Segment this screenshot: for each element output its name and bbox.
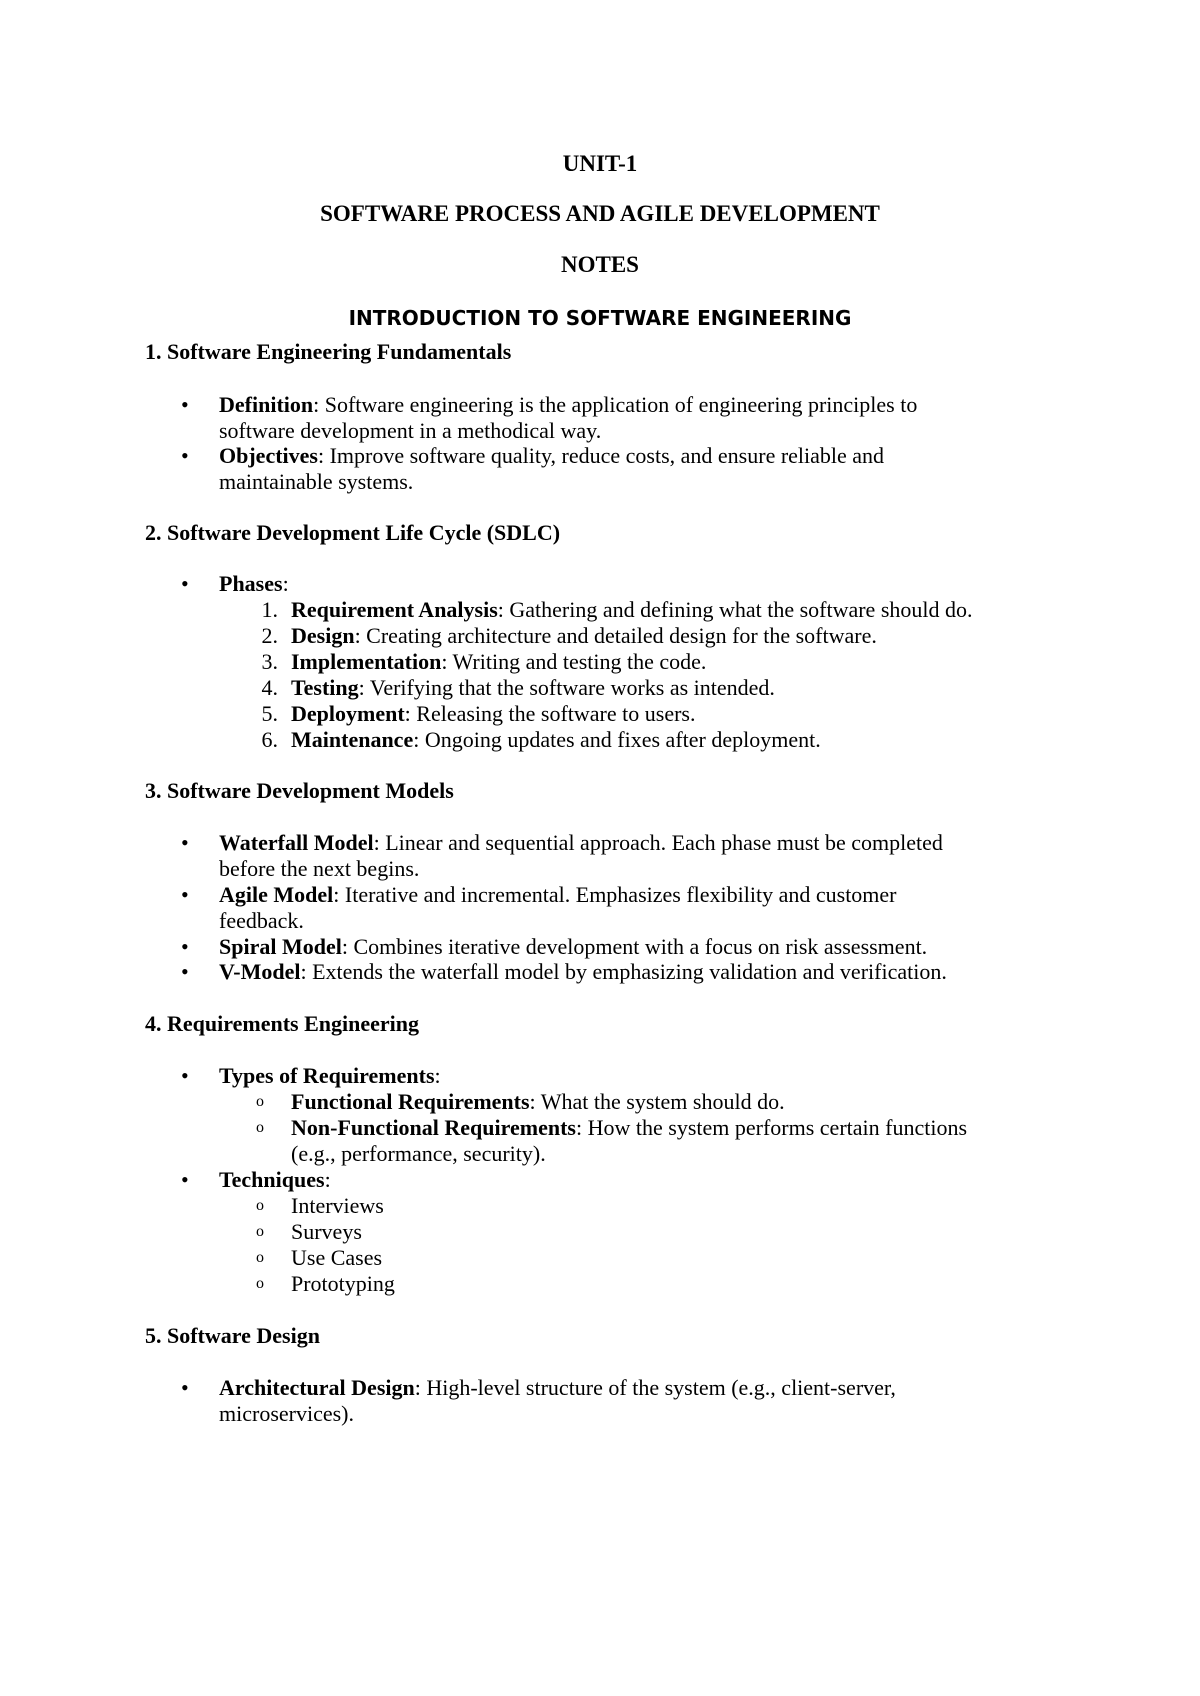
- phase-text: : Ongoing updates and fixes after deployment.: [413, 727, 821, 752]
- phase-term: Design: [291, 623, 355, 648]
- term-agile: Agile Model: [219, 882, 334, 907]
- phase-number: 6.: [261, 727, 278, 752]
- phase-number: 5.: [261, 701, 278, 726]
- phase-number: 2.: [261, 623, 278, 648]
- section-heading-1: 1. Software Engineering Fundamentals: [145, 339, 512, 364]
- notes-title: NOTES: [561, 252, 639, 277]
- item-text: : Extends the waterfall model by emphasizing validation and verification.: [300, 959, 947, 984]
- phase-term: Deployment: [291, 701, 405, 726]
- sub-item-functional: [291, 1088, 785, 1116]
- bullet-icon: •: [181, 1167, 189, 1192]
- phase-item: [291, 674, 775, 702]
- phase-text: : Releasing the software to users.: [404, 701, 696, 726]
- bullet-icon: •: [181, 571, 189, 596]
- item-text: :: [324, 1167, 331, 1192]
- phase-term: Maintenance: [291, 727, 414, 752]
- bullet-icon: •: [181, 959, 189, 984]
- item-text: : High-level structure of the system (e.g., client-server,: [414, 1375, 896, 1400]
- phase-text: : Creating architecture and detailed design for the software.: [354, 623, 877, 648]
- technique-item: Surveys: [291, 1219, 362, 1244]
- phase-term: Implementation: [291, 649, 442, 674]
- item-text: : Improve software quality, reduce costs, and ensure reliable and: [317, 443, 885, 468]
- sub-bullet-icon: o: [256, 1119, 264, 1136]
- item-text: :: [434, 1063, 441, 1088]
- phase-item: [291, 596, 973, 624]
- bullet-icon: •: [181, 443, 189, 468]
- sub-bullet-icon: o: [256, 1197, 264, 1214]
- list-item-waterfall: [219, 829, 943, 857]
- list-item-architectural: [219, 1374, 896, 1402]
- item-continuation: software development in a methodical way.: [219, 418, 602, 443]
- term-waterfall: Waterfall Model: [219, 830, 374, 855]
- term-phases: Phases: [219, 571, 283, 596]
- item-text: : Linear and sequential approach. Each phase must be completed: [373, 830, 943, 855]
- phase-number: 3.: [261, 649, 278, 674]
- technique-item: Use Cases: [291, 1245, 383, 1270]
- item-continuation: feedback.: [219, 908, 304, 933]
- list-item-vmodel: [219, 958, 947, 986]
- technique-item: Prototyping: [291, 1271, 395, 1296]
- term-objectives: Objectives: [219, 443, 318, 468]
- term-architectural: Architectural Design: [219, 1375, 415, 1400]
- phase-item: [291, 622, 877, 650]
- course-title: SOFTWARE PROCESS AND AGILE DEVELOPMENT: [320, 201, 880, 226]
- phase-item: [291, 700, 695, 728]
- sub-bullet-icon: o: [256, 1223, 264, 1240]
- list-item-phases: [219, 570, 289, 598]
- phase-item: [291, 726, 821, 754]
- section-heading-4: 4. Requirements Engineering: [145, 1011, 419, 1036]
- item-text: : Combines iterative development with a focus on risk assessment.: [341, 934, 928, 959]
- item-continuation: maintainable systems.: [219, 469, 414, 494]
- term-definition: Definition: [219, 392, 314, 417]
- sub-item-nonfunctional: [291, 1114, 967, 1142]
- bullet-icon: •: [181, 1375, 189, 1400]
- sub-bullet-icon: o: [256, 1249, 264, 1266]
- item-text: : Software engineering is the application of engineering principles to: [313, 392, 918, 417]
- phase-text: : Gathering and defining what the software should do.: [497, 597, 973, 622]
- list-item-spiral: [219, 933, 927, 961]
- item-continuation: (e.g., performance, security).: [291, 1141, 546, 1166]
- term-vmodel: V-Model: [219, 959, 301, 984]
- term-types: Types of Requirements: [219, 1063, 435, 1088]
- list-item-types: [219, 1062, 441, 1090]
- term-functional: Functional Requirements: [291, 1089, 530, 1114]
- term-spiral: Spiral Model: [219, 934, 342, 959]
- phase-item: [291, 648, 706, 676]
- phase-text: : Verifying that the software works as intended.: [358, 675, 775, 700]
- section-heading-3: 3. Software Development Models: [145, 778, 454, 803]
- phase-term: Requirement Analysis: [291, 597, 498, 622]
- bullet-icon: •: [181, 934, 189, 959]
- technique-item: Interviews: [291, 1193, 384, 1218]
- phase-term: Testing: [291, 675, 359, 700]
- list-item-techniques: [219, 1166, 331, 1194]
- item-continuation: microservices).: [219, 1401, 354, 1426]
- item-text: : What the system should do.: [529, 1089, 785, 1114]
- item-text: : Iterative and incremental. Emphasizes flexibility and customer: [333, 882, 897, 907]
- term-techniques: Techniques: [219, 1167, 325, 1192]
- bullet-icon: •: [181, 830, 189, 855]
- bullet-icon: •: [181, 392, 189, 417]
- bullet-icon: •: [181, 882, 189, 907]
- item-continuation: before the next begins.: [219, 856, 420, 881]
- intro-title: INTRODUCTION TO SOFTWARE ENGINEERING: [348, 306, 852, 330]
- term-nonfunctional: Non-Functional Requirements: [291, 1115, 576, 1140]
- unit-title: UNIT-1: [562, 151, 638, 176]
- phase-number: 1.: [261, 597, 278, 622]
- bullet-icon: •: [181, 1063, 189, 1088]
- phase-text: : Writing and testing the code.: [441, 649, 707, 674]
- sub-bullet-icon: o: [256, 1275, 264, 1292]
- phase-number: 4.: [261, 675, 278, 700]
- sub-bullet-icon: o: [256, 1093, 264, 1110]
- section-heading-5: 5. Software Design: [145, 1323, 320, 1348]
- list-item-objectives: [219, 442, 884, 470]
- section-heading-2: 2. Software Development Life Cycle (SDLC): [145, 520, 561, 545]
- list-item-agile: [219, 881, 897, 909]
- list-item-definition: [219, 391, 917, 419]
- item-text: : How the system performs certain functions: [576, 1115, 968, 1140]
- item-text: :: [282, 571, 289, 596]
